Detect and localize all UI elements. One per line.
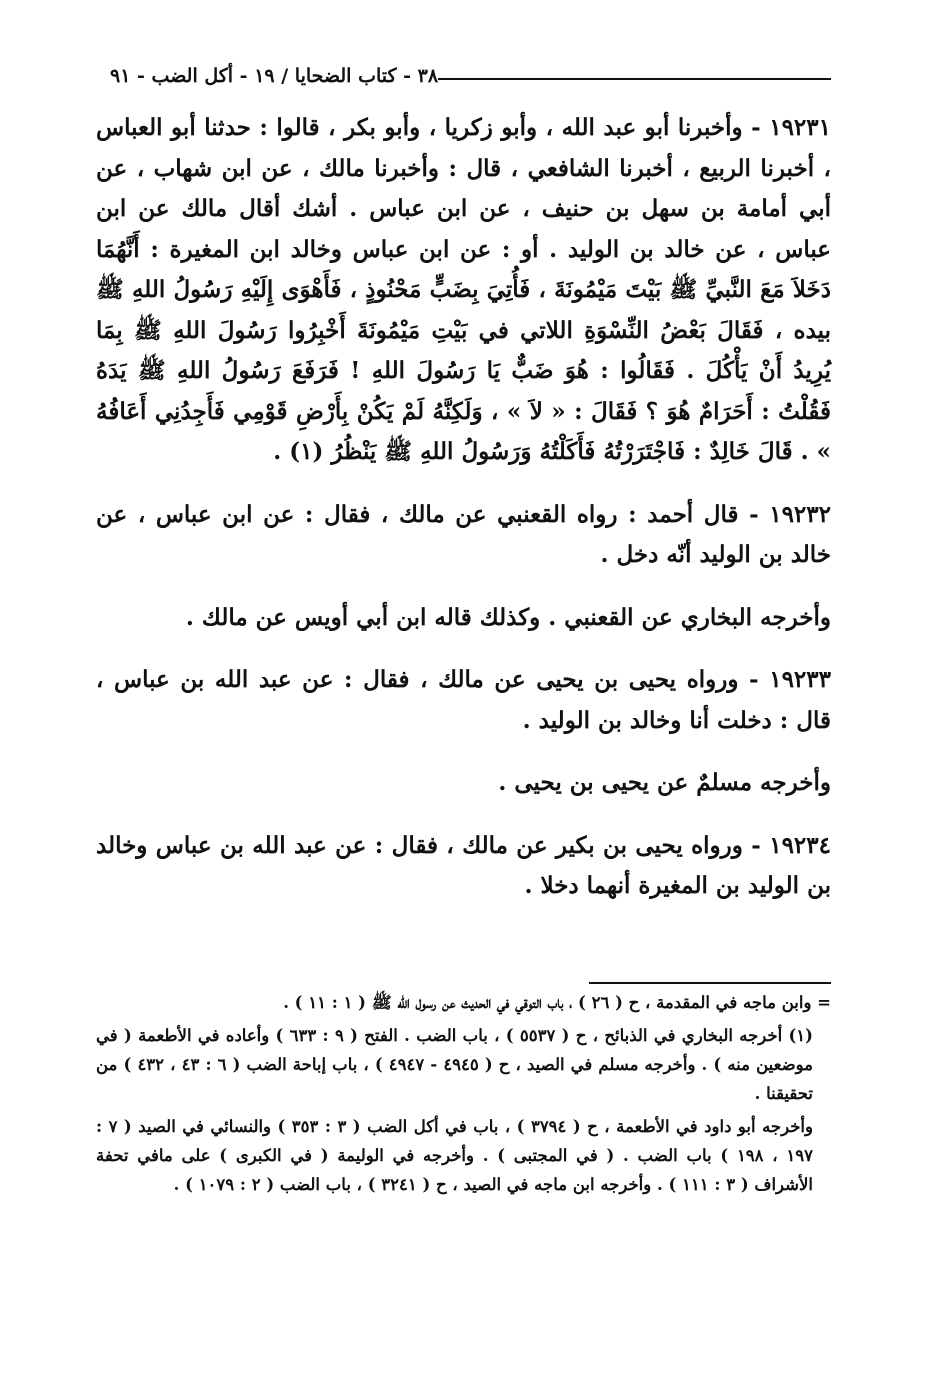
footnote-1: (١) أخرجه البخاري في الذبائح ، ح ( ٥٥٣٧ ) ، باب الضب . الفتح ( ٩ : ٦٣٣ ) وأعاده في الأطعمة ( في موضعين منه ) . وأخرجه مسلم في الصيد ، ح ( ٤٩٤٥ - ٤٩٤٧ ) ، باب إباحة الضب ( ٦ : ٤٣ ، ٤٣٢ ) من تحقيقنا . (96, 1026, 813, 1103)
footnotes (96, 988, 831, 1203)
running-title: ٣٨ - كتاب الضحايا / ١٩ - أكل الضب - ٩١ (110, 65, 439, 87)
footnote-separator (589, 982, 831, 984)
hadith-19233: ١٩٢٣٣ - ورواه يحيى بن يحيى عن مالك ، فقال : عن عبد الله بن عباس ، قال : دخلت أنا وخالد بن الوليد . (96, 666, 831, 734)
hadith-19231: ١٩٢٣١ - وأخبرنا أبو عبد الله ، وأبو زكريا ، وأبو بكر ، قالوا : حدثنا أبو العباس ، أخبرنا الربيع ، أخبرنا الشافعي ، قال : وأخبرنا مالك ، عن ابن شهاب ، عن أبي أمامة بن سهل بن حنيف ، عن ابن عباس . أشك أقال مالك عن ابن عباس ، عن خالد بن الوليد . أو : عن ابن عباس وخالد ابن المغيرة : أَنَّهُمَا دَخَلاَ مَعَ النَّبيِّ ﷺ بَيْتَ مَيْمُونَةَ ، فَأُتِيَ بِضَبٍّ مَحْنُوذٍ ، فَأَهْوَى إِلَيْهِ رَسُولُ اللهِ ﷺ بيده ، فَقَالَ بَعْضُ النِّسْوَةِ اللاتي في بَيْتِ مَيْمُونَةَ أَخْبِرُوا رَسُولَ اللهِ ﷺ بِمَا يُرِيدُ أَنْ يَأْكُلَ . فَقَالُوا : هُوَ ضَبٌّ يَا رَسُولَ اللهِ ! فَرَفَعَ رَسُولُ اللهِ ﷺ يَدَهُ فَقُلْتُ : أَحَرَامٌ هُوَ ؟ فَقَالَ : « لاَ » ، وَلَكِنَّهُ لَمْ يَكُنْ بِأَرْضِ قَوْمِي فَأَجِدُنِي أَعَافُهُ » . قَالَ خَالِدٌ : فَاجْتَرَرْتُهُ فَأَكَلْتُهُ وَرَسُولُ اللهِ ﷺ يَنْظُرُ (١) . (96, 114, 831, 465)
main-text (96, 108, 831, 929)
hadith-19234: ١٩٢٣٤ - ورواه يحيى بن بكير عن مالك ، فقال : عن عبد الله بن عباس وخالد بن الوليد بن المغيرة أنهما دخلا . (96, 831, 831, 899)
footnote-continuation: = وابن ماجه في المقدمة ، ح ( ٢٦ ) ، باب التوقي في الحديث عن رسول الله ﷺ ( ١ : ١١ ) . (283, 993, 831, 1012)
footnote-1-continued: وأخرجه أبو داود في الأطعمة ، ح ( ٣٧٩٤ ) ، باب في أكل الضب ( ٣ : ٣٥٣ ) والنسائي في الصيد ( ٧ : ١٩٧ ، ١٩٨ ) باب الضب . ( في المجتبى ) . وأخرجه في الوليمة ( في الكبرى ) على مافي تحفة الأشراف ( ٣ : ١١١ ) . وأخرجه ابن ماجه في الصيد ، ح ( ٣٢٤١ ) ، باب الضب ( ٢ : ١٠٧٩ ) . (96, 1117, 813, 1194)
hadith-19232: ١٩٢٣٢ - قال أحمد : رواه القعنبي عن مالك ، فقال : عن ابن عباس ، عن خالد بن الوليد أنّه دخل . (96, 500, 831, 568)
header-rule (438, 78, 831, 80)
takhrij-bukhari-qanabi: وأخرجه البخاري عن القعنبي . وكذلك قاله ابن أبي أويس عن مالك . (185, 603, 831, 631)
running-header (96, 58, 831, 94)
takhrij-muslim: وأخرجه مسلمٌ عن يحيى بن يحيى . (498, 769, 831, 796)
